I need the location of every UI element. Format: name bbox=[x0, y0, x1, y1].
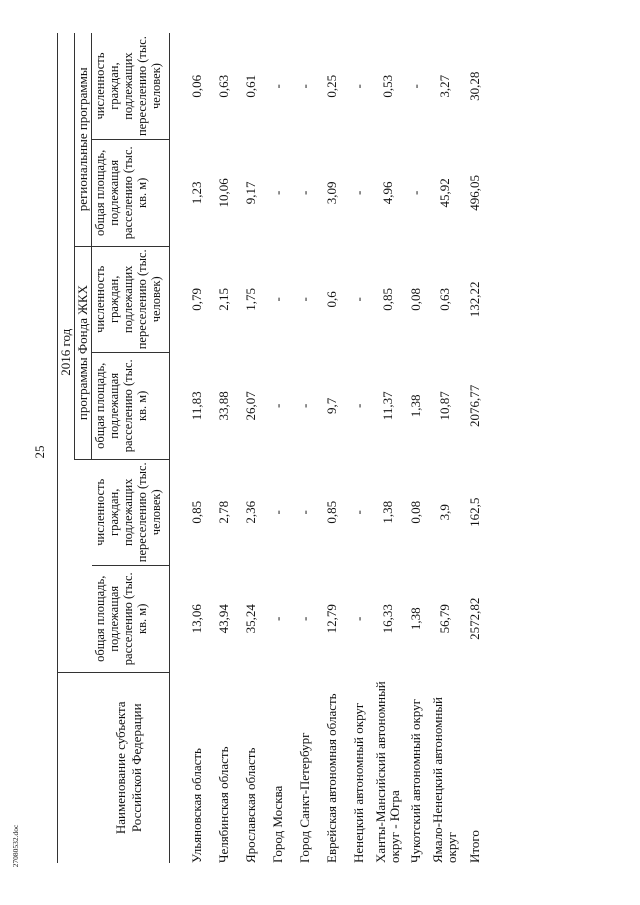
row-subject-name: Город Москва bbox=[270, 785, 286, 863]
row-value-cell: 10,87 bbox=[436, 391, 452, 421]
row-subject-name: Итого bbox=[467, 830, 482, 863]
subject-name-header: Наименование субъекта Российской Федерации bbox=[58, 672, 170, 863]
row-value-cell: 30,28 bbox=[466, 71, 482, 101]
col-fund-area: общая площадь, подлежащая расселению (тыс. кв. м) bbox=[92, 353, 170, 459]
row-value-cell: - bbox=[270, 616, 286, 621]
row-value-cell: 11,83 bbox=[189, 391, 205, 421]
row-value-cell: 2076,77 bbox=[466, 384, 482, 427]
row-value-cell: 496,05 bbox=[466, 174, 482, 211]
col-fund-people: численность граждан, подлежащих переселению (тыс. человек) bbox=[92, 246, 170, 352]
resettlement-table bbox=[57, 33, 490, 863]
table-row bbox=[319, 33, 346, 863]
row-value-cell: - bbox=[297, 510, 313, 515]
row-value-cell: - bbox=[270, 297, 286, 302]
row-value-cell: 1,75 bbox=[243, 287, 259, 311]
row-subject-name: Город Санкт-Петербург bbox=[297, 732, 313, 863]
row-value-cell: 35,24 bbox=[243, 604, 259, 634]
row-value-cell: 1,23 bbox=[189, 181, 205, 205]
col-total-area: общая площадь, подлежащая расселению (тыс. кв. м) bbox=[92, 566, 170, 672]
fund-program-header: программы Фонда ЖКХ bbox=[75, 246, 92, 459]
row-value-cell: - bbox=[351, 190, 367, 196]
row-value-cell: - bbox=[297, 616, 313, 621]
row-value-cell: - bbox=[297, 297, 313, 302]
table-row bbox=[373, 33, 403, 863]
table-row bbox=[292, 33, 319, 863]
table-row bbox=[211, 33, 238, 863]
row-subject-name: Челябинская область bbox=[216, 746, 232, 863]
row-value-cell: 0,53 bbox=[379, 74, 395, 98]
table-row bbox=[265, 33, 292, 863]
row-subject-name: Ярославская область bbox=[243, 747, 259, 863]
row-subject-name: Ханты-Мансийский автономный округ - Югра bbox=[373, 681, 402, 863]
row-value-cell: - bbox=[351, 297, 367, 302]
row-value-cell: 26,07 bbox=[243, 391, 259, 421]
row-value-cell: 2,36 bbox=[243, 500, 259, 524]
row-value-cell: 0,06 bbox=[189, 74, 205, 98]
row-value-cell: 56,79 bbox=[436, 604, 452, 634]
row-value-cell: 1,38 bbox=[408, 394, 424, 418]
document-id: 27080532.doc bbox=[11, 824, 20, 868]
row-value-cell: 2572,82 bbox=[466, 597, 482, 640]
row-value-cell: - bbox=[408, 84, 424, 89]
table-row bbox=[403, 33, 430, 863]
table-row bbox=[346, 33, 373, 863]
row-value-cell: 3,09 bbox=[324, 181, 340, 205]
row-value-cell: 0,85 bbox=[189, 500, 205, 524]
row-value-cell: - bbox=[297, 403, 313, 408]
row-value-cell: 0,61 bbox=[243, 74, 259, 98]
row-value-cell: 3,9 bbox=[436, 504, 452, 521]
row-value-cell: 1,38 bbox=[408, 607, 424, 631]
row-value-cell: - bbox=[270, 84, 286, 89]
row-value-cell: 132,22 bbox=[466, 281, 482, 318]
row-value-cell: - bbox=[270, 403, 286, 408]
row-value-cell: 2,15 bbox=[216, 287, 232, 311]
row-value-cell: 162,5 bbox=[466, 497, 482, 527]
row-value-cell: 33,88 bbox=[216, 391, 232, 421]
row-value-cell: 9,17 bbox=[243, 181, 259, 205]
row-value-cell: 2,78 bbox=[216, 500, 232, 524]
year-header: 2016 год bbox=[58, 33, 75, 672]
row-subject-name: Чукотский автономный округ bbox=[408, 699, 424, 863]
total-group-spacer bbox=[75, 459, 92, 672]
table-row bbox=[184, 33, 211, 863]
regional-program-header: региональные программы bbox=[75, 33, 92, 246]
row-value-cell: 10,06 bbox=[216, 178, 232, 208]
row-value-cell: - bbox=[351, 616, 367, 621]
table-row bbox=[460, 33, 490, 863]
row-value-cell: 0,08 bbox=[408, 500, 424, 524]
row-value-cell: 0,79 bbox=[189, 287, 205, 311]
rotated-table-container bbox=[57, 33, 630, 863]
row-value-cell: - bbox=[297, 190, 313, 196]
row-value-cell: 4,96 bbox=[379, 181, 395, 205]
col-total-people: численность граждан, подлежащих переселению (тыс. человек) bbox=[92, 459, 170, 565]
table-row bbox=[238, 33, 265, 863]
row-value-cell: 0,6 bbox=[324, 291, 340, 308]
row-value-cell: - bbox=[351, 510, 367, 515]
row-value-cell: 12,79 bbox=[324, 604, 340, 634]
row-value-cell: - bbox=[351, 84, 367, 89]
row-subject-name: Ненецкий автономный округ bbox=[351, 702, 367, 863]
col-regional-area: общая площадь, подлежащая расселению (тыс. кв. м) bbox=[92, 140, 170, 246]
table-row bbox=[430, 33, 460, 863]
table-body bbox=[170, 33, 491, 863]
row-subject-name: Ямало-Ненецкий автономный округ bbox=[430, 696, 459, 863]
row-value-cell: 0,25 bbox=[324, 74, 340, 98]
row-value-cell: 16,33 bbox=[379, 604, 395, 634]
row-value-cell: 45,92 bbox=[436, 178, 452, 208]
row-value-cell: - bbox=[270, 510, 286, 515]
row-value-cell: 1,38 bbox=[379, 500, 395, 524]
row-subject-name: Еврейская автономная область bbox=[324, 693, 340, 863]
page-number: 25 bbox=[32, 445, 47, 459]
row-value-cell: 0,63 bbox=[216, 74, 232, 98]
row-value-cell: 0,63 bbox=[436, 287, 452, 311]
row-value-cell: 43,94 bbox=[216, 604, 232, 634]
row-value-cell: - bbox=[351, 403, 367, 408]
row-value-cell: 11,37 bbox=[379, 391, 395, 421]
row-value-cell: 0,08 bbox=[408, 287, 424, 311]
row-value-cell: 0,85 bbox=[379, 287, 395, 311]
row-subject-name: Ульяновская область bbox=[189, 748, 205, 863]
row-value-cell: - bbox=[297, 84, 313, 89]
row-value-cell: - bbox=[270, 190, 286, 196]
row-value-cell: 13,06 bbox=[189, 604, 205, 634]
row-value-cell: 9,7 bbox=[324, 397, 340, 414]
row-value-cell: 3,27 bbox=[436, 74, 452, 98]
row-value-cell: - bbox=[408, 190, 424, 196]
row-value-cell: 0,85 bbox=[324, 500, 340, 524]
col-regional-people: численность граждан, подлежащих переселению (тыс. человек) bbox=[92, 33, 170, 140]
